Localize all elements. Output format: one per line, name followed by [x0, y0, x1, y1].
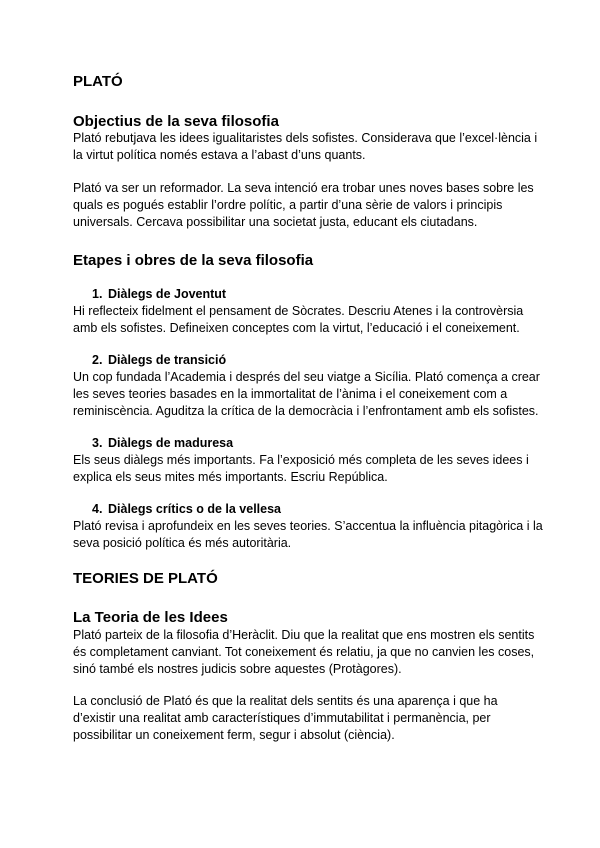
text-line: és completament canviant. Tot coneixement és relatiu, ja que no canvien les coses, [73, 645, 535, 659]
text-line: La conclusió de Plató és que la realitat dels sentits és una aparença i que ha [73, 694, 498, 708]
list-title-text: Diàlegs de maduresa [108, 436, 234, 450]
text-line: Els seus diàlegs més importants. Fa l’exposició més completa de les seves idees i [73, 453, 529, 467]
list-number: 4. [92, 502, 103, 516]
list-item-body [73, 452, 543, 486]
subsection-heading-idees: La Teoria de les Idees [73, 609, 228, 626]
list-title-text: Diàlegs de transició [108, 353, 227, 367]
text-line: Hi reflecteix fidelment el pensament de Sòcrates. Descriu Atenes i la controvèrsia [73, 304, 524, 318]
text-line: Plató rebutjava les idees igualitaristes dels sofistes. Considerava que l’excel·lència i [73, 131, 538, 145]
text-line: la virtut política només estava a l’abast d’uns quants. [73, 148, 366, 162]
text-line: quals es pogués establir l’ordre polític, a partir d’una sèrie de valors i principis [73, 198, 503, 212]
teories-paragraph-1 [73, 627, 543, 678]
objectius-paragraph-2 [73, 180, 543, 231]
list-number: 2. [92, 353, 103, 367]
text-line: Plató va ser un reformador. La seva intenció era trobar unes noves bases sobre les [73, 181, 534, 195]
text-line: explica els seus mites més importants. Escriu República. [73, 470, 388, 484]
text-line: les seves teories basades en la immortalitat de l’ànima i el coneixement com a [73, 387, 508, 401]
section-heading-objectius: Objectius de la seva filosofia [73, 113, 279, 130]
list-title-text: Diàlegs crítics o de la vellesa [108, 502, 282, 516]
list-item-title [92, 436, 233, 450]
text-line: Plató parteix de la filosofia d’Heràclit. Diu que la realitat que ens mostren els sentits [73, 628, 535, 642]
list-title-text: Diàlegs de Joventut [108, 287, 227, 301]
text-line: Un cop fundada l’Academia i després del seu viatge a Sicília. Plató comença a crear [73, 370, 540, 384]
text-line: d’existir una realitat amb característiques d’immutabilitat i permanència, per [73, 711, 491, 725]
list-item-body [73, 303, 543, 337]
section-heading-teories: TEORIES DE PLATÓ [73, 570, 218, 587]
text-line: universals. Cercava possibilitar una societat justa, educant els ciutadans. [73, 215, 478, 229]
list-number: 1. [92, 287, 103, 301]
document-title: PLATÓ [73, 73, 123, 90]
text-line: amb els sofistes. Defineixen conceptes com la virtut, l’educació i el coneixement. [73, 321, 520, 335]
section-heading-etapes: Etapes i obres de la seva filosofia [73, 252, 314, 269]
list-number: 3. [92, 436, 103, 450]
objectius-paragraph-1 [73, 130, 543, 164]
list-item-body [73, 369, 543, 420]
list-item-body [73, 518, 543, 552]
list-item-title [92, 287, 226, 301]
teories-paragraph-2 [73, 693, 543, 744]
text-line: Plató revisa i aprofundeix en les seves teories. S’accentua la influència pitagòrica i la [73, 519, 543, 533]
text-line: reminiscència. Aguditza la crítica de la democràcia i l’enfrontament amb els sofistes. [73, 404, 539, 418]
list-item-title [92, 502, 281, 516]
text-line: seva posició política és més autoritària. [73, 536, 292, 550]
text-line: possibilitar un coneixement ferm, segur i absolut (ciència). [73, 728, 395, 742]
text-line: sinó també els nostres judicis sobre aquestes (Protàgores). [73, 662, 402, 676]
list-item-title [92, 353, 226, 367]
